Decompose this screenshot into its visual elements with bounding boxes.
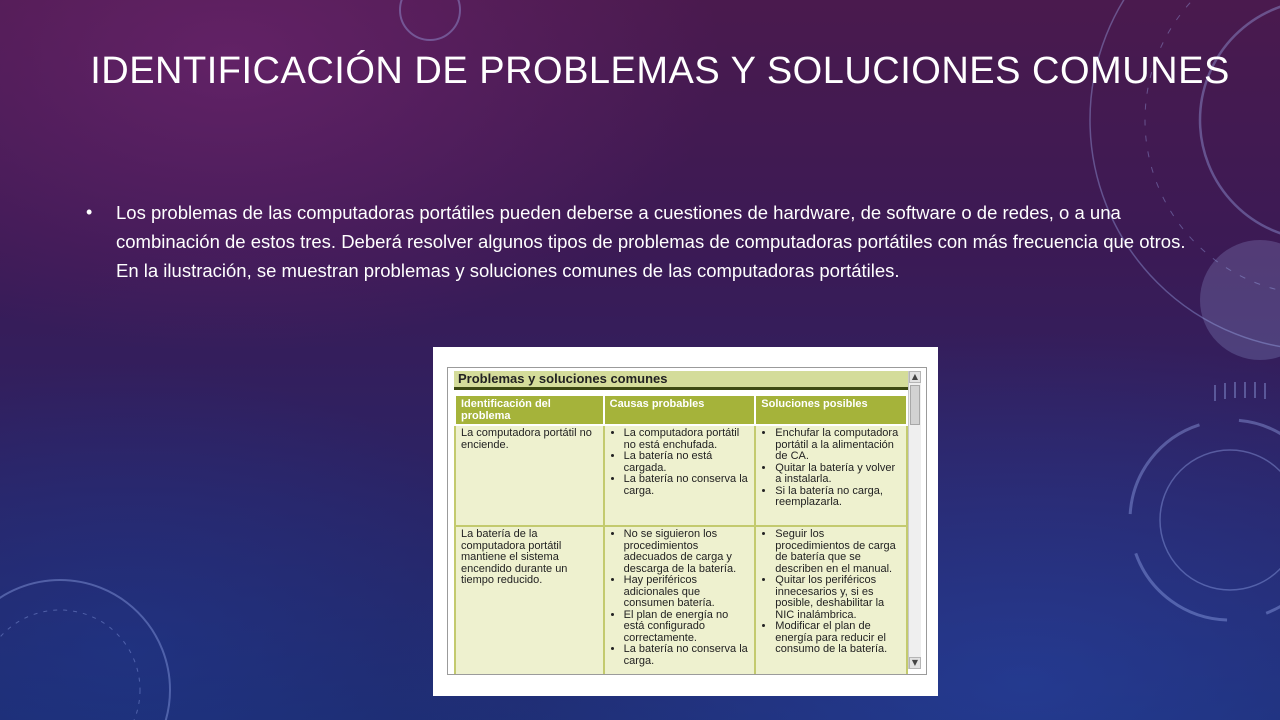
solutions-cell xyxy=(755,526,907,675)
cause-item: • La batería no conserva la carga. xyxy=(624,474,750,497)
table-row xyxy=(455,526,907,675)
table-panel xyxy=(447,367,927,675)
panel-heading: Problemas y soluciones comunes xyxy=(454,371,908,390)
problem-cell: La computadora portátil no enciende. xyxy=(455,425,604,526)
problem-cell: La batería de la computadora portátil mantiene el sistema encendido durante un tiempo reducido. xyxy=(455,526,604,675)
illustration-figure xyxy=(433,347,938,696)
column-header-solutions: Soluciones posibles xyxy=(755,395,907,425)
solution-item: • Modificar el plan de energía para reducir el consumo de la batería. xyxy=(775,621,901,656)
column-header-causes: Causas probables xyxy=(604,395,756,425)
cause-item: • No se siguieron los procedimientos adecuados de carga y descarga de la batería. xyxy=(624,529,750,575)
causes-cell xyxy=(604,425,756,526)
bullet-list xyxy=(86,198,1196,285)
scroll-down-icon[interactable]: ▼ xyxy=(909,657,921,669)
solution-item: • Si la batería no carga, reemplazarla. xyxy=(775,486,901,509)
solution-item: • Quitar la batería y volver a instalarla. xyxy=(775,463,901,486)
cause-item: • Hay periféricos adicionales que consumen batería. xyxy=(624,575,750,610)
column-header-problem: Identificación del problema xyxy=(455,395,604,425)
cause-item: • La batería no conserva la carga. xyxy=(624,644,750,667)
slide-title: IDENTIFICACIÓN DE PROBLEMAS Y SOLUCIONES COMUNES xyxy=(90,50,1230,92)
bullet-item: • Los problemas de las computadoras portátiles pueden deberse a cuestiones de hardware, de software o de redes, o a una combinación de estos tres. Deberá resolver algunos tipos de problemas de computadoras portátiles con más frecuencia que otros. En la ilustración, se muestran problemas y soluciones comunes de las computadoras portátiles. xyxy=(86,198,1196,285)
scroll-up-icon[interactable]: ▲ xyxy=(909,371,921,383)
solution-item: • Seguir los procedimientos de carga de batería que se describen en el manual. xyxy=(775,529,901,575)
cause-item: • La batería no está cargada. xyxy=(624,451,750,474)
solution-item: • Quitar los periféricos innecesarios y, si es posible, deshabilitar la NIC inalámbrica. xyxy=(775,575,901,621)
cause-item: • La computadora portátil no está enchufada. xyxy=(624,428,750,451)
table-row xyxy=(455,425,907,526)
solution-item: • Enchufar la computadora portátil a la alimentación de CA. xyxy=(775,428,901,463)
vertical-scrollbar[interactable] xyxy=(908,371,921,669)
table-header-row xyxy=(455,395,907,425)
scroll-thumb[interactable] xyxy=(910,385,920,425)
causes-cell xyxy=(604,526,756,675)
problems-table xyxy=(454,394,908,675)
solutions-cell xyxy=(755,425,907,526)
cause-item: • El plan de energía no está configurado correctamente. xyxy=(624,610,750,645)
